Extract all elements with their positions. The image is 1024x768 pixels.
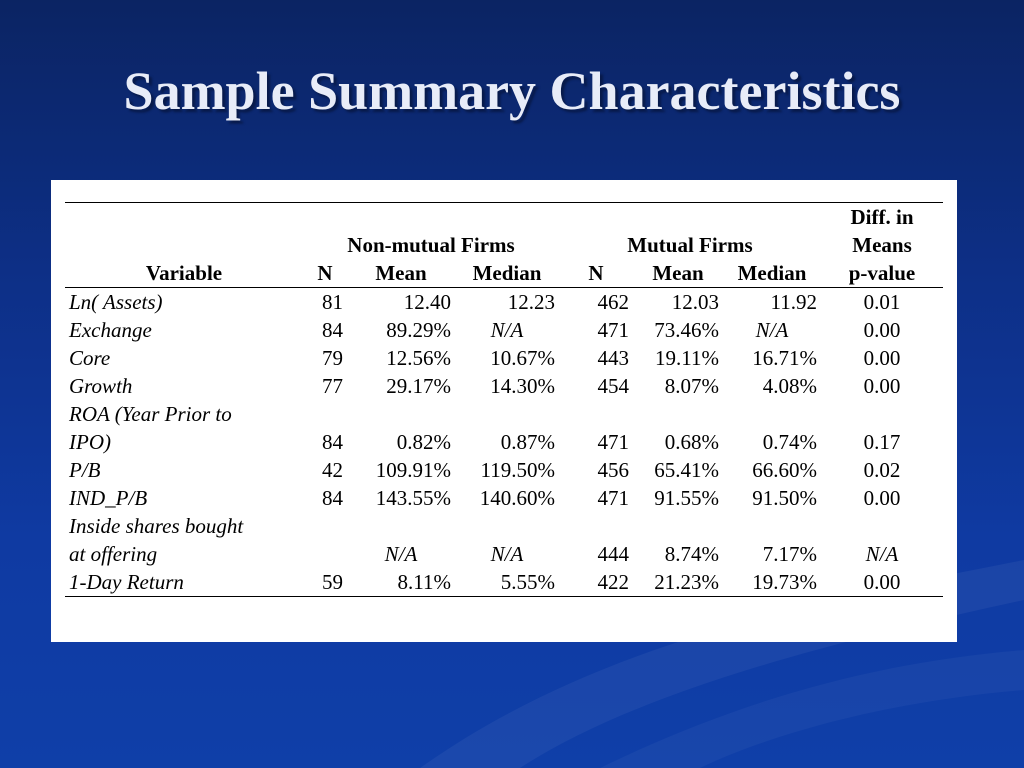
variable-cell-line1: ROA (Year Prior to — [69, 402, 232, 426]
header-row-3 — [65, 259, 943, 288]
m-median-cell: 11.92 — [770, 290, 817, 314]
nm-mean-cell: 109.91% — [375, 458, 451, 482]
table-row — [65, 428, 943, 456]
variable-cell-line2: IPO) — [69, 430, 111, 454]
nm-n-cell: 81 — [322, 290, 343, 314]
table-panel — [51, 180, 957, 642]
m-n-cell: 471 — [597, 486, 629, 510]
mutual-group-header: Mutual Firms — [627, 233, 753, 257]
m-n-header: N — [559, 259, 633, 288]
table-row — [65, 484, 943, 512]
nm-mean-cell: 0.82% — [396, 430, 451, 454]
m-median-cell: N/A — [755, 318, 789, 342]
p-value-cell: 0.00 — [863, 346, 901, 370]
m-median-cell: 7.17% — [762, 542, 817, 566]
nm-median-cell: 119.50% — [480, 458, 555, 482]
m-mean-cell: 65.41% — [654, 458, 719, 482]
diff-header-line2: Means — [852, 233, 912, 257]
nm-mean-header: Mean — [347, 259, 455, 288]
variable-cell-line1: Inside shares bought — [69, 514, 244, 538]
table-row — [65, 456, 943, 484]
nm-n-cell: 79 — [322, 346, 343, 370]
slide-title: Sample Summary Characteristics — [123, 61, 901, 121]
nm-median-header: Median — [455, 259, 559, 288]
header-row-1 — [65, 203, 943, 232]
table-row-continued — [65, 512, 943, 540]
m-mean-cell: 8.07% — [664, 374, 719, 398]
nm-mean-cell: 89.29% — [386, 318, 451, 342]
m-n-cell: 456 — [597, 458, 629, 482]
non-mutual-group-header: Non-mutual Firms — [347, 233, 515, 257]
nm-median-cell: N/A — [490, 542, 524, 566]
m-n-cell: 422 — [559, 568, 633, 597]
variable-cell: Ln( Assets) — [69, 290, 163, 314]
m-mean-cell: 8.74% — [664, 542, 719, 566]
m-mean-cell: 12.03 — [671, 290, 719, 314]
nm-n-cell: 84 — [322, 318, 343, 342]
p-value-cell: 0.00 — [863, 374, 901, 398]
m-mean-cell: 0.68% — [664, 430, 719, 454]
p-value-cell: 0.17 — [863, 430, 901, 454]
nm-mean-cell: 29.17% — [386, 374, 451, 398]
variable-cell: 1-Day Return — [65, 568, 303, 597]
m-median-cell: 0.74% — [762, 430, 817, 454]
table-row — [65, 540, 943, 568]
table-row — [65, 288, 943, 317]
table-row — [65, 568, 943, 597]
nm-n-cell: 84 — [322, 430, 343, 454]
variable-cell: Exchange — [69, 318, 152, 342]
m-median-cell: 19.73% — [723, 568, 821, 597]
nm-median-cell: 5.55% — [455, 568, 559, 597]
header-row-2 — [65, 231, 943, 259]
diff-header-line1: Diff. in — [821, 203, 943, 232]
nm-n-cell: 59 — [303, 568, 347, 597]
m-mean-cell: 91.55% — [654, 486, 719, 510]
p-value-cell: 0.01 — [863, 290, 901, 314]
m-median-cell: 16.71% — [752, 346, 817, 370]
variable-cell: P/B — [69, 458, 101, 482]
nm-mean-cell: 12.40 — [403, 290, 451, 314]
variable-cell-line2: at offering — [69, 542, 158, 566]
p-value-cell: 0.00 — [863, 486, 901, 510]
variable-header: Variable — [65, 259, 303, 288]
nm-median-cell: 12.23 — [507, 290, 555, 314]
m-mean-cell: 21.23% — [633, 568, 723, 597]
m-mean-cell: 19.11% — [655, 346, 719, 370]
nm-median-cell: 10.67% — [490, 346, 555, 370]
m-n-cell: 462 — [597, 290, 629, 314]
m-median-header: Median — [723, 259, 821, 288]
nm-n-cell: 42 — [322, 458, 343, 482]
m-n-cell: 454 — [597, 374, 629, 398]
p-value-cell: 0.02 — [863, 458, 901, 482]
nm-median-cell: 14.30% — [490, 374, 555, 398]
nm-mean-cell: 143.55% — [375, 486, 451, 510]
nm-median-cell: 0.87% — [500, 430, 555, 454]
nm-n-cell — [303, 540, 347, 568]
nm-n-cell: 84 — [322, 486, 343, 510]
nm-median-cell: 140.60% — [479, 486, 555, 510]
m-n-cell: 443 — [597, 346, 629, 370]
p-value-cell: 0.00 — [863, 318, 901, 342]
nm-median-cell: N/A — [490, 318, 524, 342]
m-n-cell: 471 — [597, 318, 629, 342]
variable-cell: IND_P/B — [69, 486, 148, 510]
m-n-cell: 444 — [597, 542, 629, 566]
nm-mean-cell: 8.11% — [347, 568, 455, 597]
table-row — [65, 344, 943, 372]
variable-cell: Core — [69, 346, 111, 370]
p-value-cell: N/A — [865, 542, 899, 566]
nm-n-cell: 77 — [322, 374, 343, 398]
m-n-cell: 471 — [597, 430, 629, 454]
m-mean-cell: 73.46% — [654, 318, 719, 342]
m-median-cell: 91.50% — [752, 486, 817, 510]
table-row-continued — [65, 400, 943, 428]
nm-mean-cell: 12.56% — [386, 346, 451, 370]
m-median-cell: 4.08% — [762, 374, 817, 398]
m-median-cell: 66.60% — [752, 458, 817, 482]
p-value-cell: 0.00 — [821, 568, 943, 597]
diff-header-line3: p-value — [821, 259, 943, 288]
variable-cell: Growth — [69, 374, 133, 398]
nm-mean-cell: N/A — [384, 542, 418, 566]
table-row — [65, 372, 943, 400]
m-mean-header: Mean — [633, 259, 723, 288]
summary-table — [65, 202, 943, 597]
nm-n-header: N — [303, 259, 347, 288]
table-row — [65, 316, 943, 344]
